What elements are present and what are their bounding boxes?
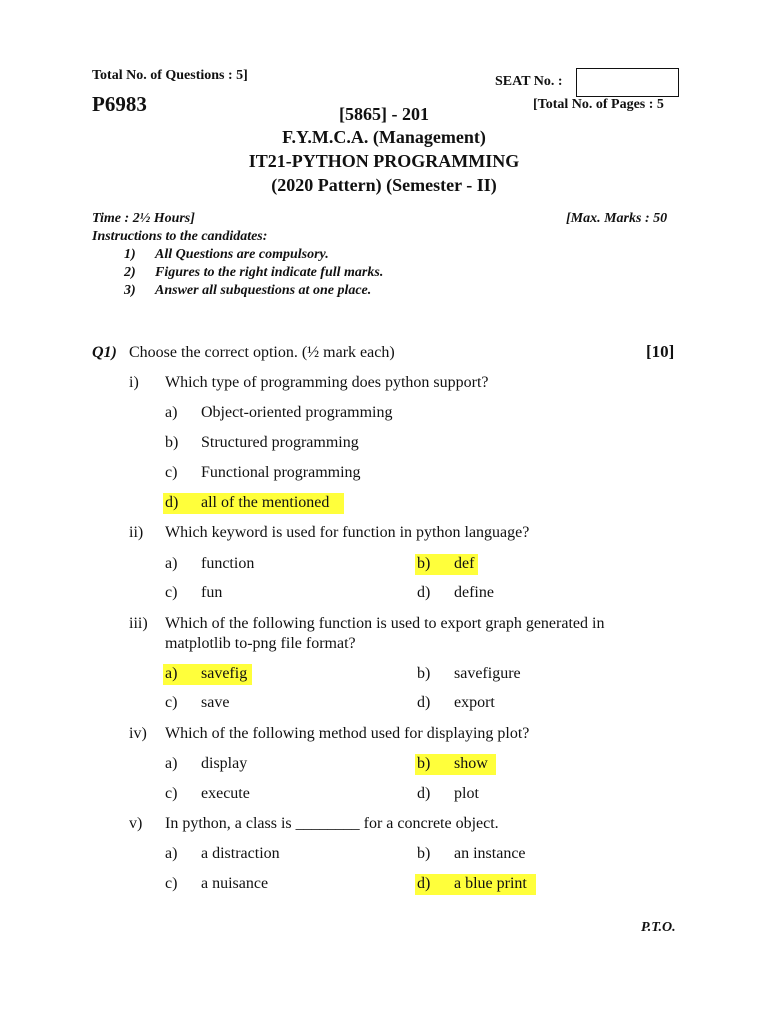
item-number: i) — [129, 374, 139, 391]
option-key: a) — [165, 555, 178, 572]
option-key: c) — [165, 464, 178, 481]
option-text: fun — [201, 584, 223, 601]
option-key: b) — [165, 434, 179, 451]
item-text: Which of the following method used for displaying plot? — [165, 725, 530, 742]
question-label: Q1) — [92, 344, 117, 361]
option-key: d) — [417, 694, 431, 711]
time-label: Time : 2½ Hours] — [92, 211, 195, 226]
instruction-text: All Questions are compulsory. — [155, 247, 329, 262]
question-text: Choose the correct option. (½ mark each) — [129, 344, 395, 361]
option-text: export — [454, 694, 495, 711]
exam-code: [5865] - 201 — [339, 104, 429, 124]
option-text: Functional programming — [201, 464, 361, 481]
instruction-text: Answer all subquestions at one place. — [155, 283, 372, 298]
question-marks: [10] — [646, 342, 675, 361]
option-text-correct: all of the mentioned — [201, 494, 330, 511]
pattern-title: (2020 Pattern) (Semester - II) — [271, 175, 497, 195]
option-key-correct: b) — [417, 755, 431, 772]
item-text-line1: Which of the following function is used to export graph generated in — [165, 615, 605, 632]
option-text: Structured programming — [201, 434, 359, 451]
option-key: c) — [165, 785, 178, 802]
option-text: define — [454, 584, 494, 601]
option-text: savefigure — [454, 665, 521, 682]
option-key-correct: a) — [165, 665, 178, 682]
total-questions: Total No. of Questions : 5] — [92, 68, 248, 83]
item-text: Which keyword is used for function in python language? — [165, 524, 530, 541]
instruction-num: 2) — [124, 265, 136, 280]
subject-title: IT21-PYTHON PROGRAMMING — [248, 151, 520, 171]
option-text: execute — [201, 785, 250, 802]
option-key: c) — [165, 694, 178, 711]
option-text-correct: savefig — [201, 665, 248, 682]
option-text: save — [201, 694, 230, 711]
instruction-num: 3) — [124, 283, 136, 298]
option-text: Object-oriented programming — [201, 404, 393, 421]
item-text: In python, a class is ________ for a concrete object. — [165, 815, 499, 832]
option-text-correct: a blue print — [454, 875, 527, 892]
max-marks: [Max. Marks : 50 — [566, 211, 668, 226]
option-key: b) — [417, 845, 431, 862]
option-text-correct: show — [454, 755, 488, 772]
instruction-text: Figures to the right indicate full marks. — [155, 265, 384, 280]
item-number: v) — [129, 815, 143, 832]
item-number: iv) — [129, 725, 147, 742]
option-key: a) — [165, 845, 178, 862]
pto-label: P.T.O. — [641, 920, 676, 935]
item-number: iii) — [129, 615, 148, 632]
option-key: c) — [165, 875, 178, 892]
item-text-line2: matplotlib to-png file format? — [165, 635, 356, 652]
option-key-correct: b) — [417, 555, 431, 572]
option-key: c) — [165, 584, 178, 601]
total-pages: [Total No. of Pages : 5 — [533, 97, 664, 112]
seat-no-label: SEAT No. : — [495, 74, 563, 89]
option-text: an instance — [454, 845, 526, 862]
option-key: a) — [165, 404, 178, 421]
option-key: d) — [417, 785, 431, 802]
option-text: function — [201, 555, 255, 572]
item-number: ii) — [129, 524, 144, 541]
seat-no-box[interactable] — [576, 68, 679, 97]
instruction-num: 1) — [124, 247, 136, 262]
option-key: d) — [417, 584, 431, 601]
paper-code: P6983 — [92, 92, 147, 116]
option-key-correct: d) — [417, 875, 431, 892]
option-key: b) — [417, 665, 431, 682]
option-text: a distraction — [201, 845, 280, 862]
course-title: F.Y.M.C.A. (Management) — [282, 127, 486, 147]
item-text: Which type of programming does python support? — [165, 374, 489, 391]
option-key-correct: d) — [165, 494, 179, 511]
option-text-correct: def — [454, 555, 475, 572]
option-text: plot — [454, 785, 479, 802]
option-key: a) — [165, 755, 178, 772]
option-text: display — [201, 755, 248, 772]
instructions-title: Instructions to the candidates: — [92, 229, 268, 244]
option-text: a nuisance — [201, 875, 269, 892]
